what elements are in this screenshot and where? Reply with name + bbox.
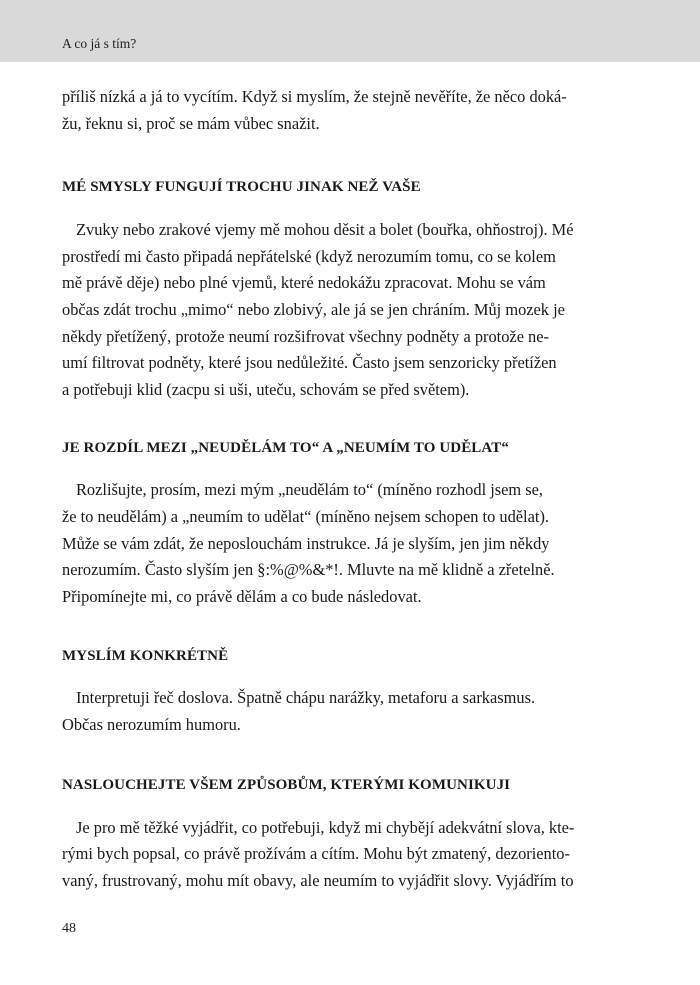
running-header-title: A co já s tím? [62, 36, 137, 51]
page-body [62, 84, 635, 894]
section-heading-communication: NASLOUCHEJTE VŠEM ZPŮSOBŮM, KTERÝMI KOMUNIKUJI [62, 776, 511, 793]
paragraph-senses: Zvuky nebo zrakové vjemy mě mohou děsit a bolet (bouřka, ohňostroj). Mé prostředí mi často připadá nepřátelské (když nerozumím tomu, co se kolem mě právě děje) nebo plné vjemů, které nedokážu zpracovat. Mohu se vám občas zdát trochu „mimo“ nebo zlobivý, ale já se jen chráním. Můj mozek je někdy přetížený, protože neumí rozšifrovat všechny podněty a protože ne- umí filtrovat podněty, které jsou nedůležité. Často jsem senzoricky přetížen a potřebuji klid (zacpu si uši, uteču, schovám se před světem). [62, 220, 574, 399]
paragraph-continued: příliš nízká a já to vycítím. Když si myslím, že stejně nevěříte, že něco doká- žu, řeknu si, proč se mám vůbec snažit. [62, 87, 567, 133]
section-heading-concrete: MYSLÍM KONKRÉTNĚ [62, 648, 229, 665]
running-header-bar [0, 0, 700, 62]
section-heading-wont-cant: JE ROZDÍL MEZI „NEUDĚLÁM TO“ A „NEUMÍM TO UDĚLAT“ [62, 440, 509, 457]
section-heading-senses: MÉ SMYSLY FUNGUJÍ TROCHU JINAK NEŽ VAŠE [62, 179, 421, 196]
paragraph-communication: Je pro mě těžké vyjádřit, co potřebuji, když mi chybějí adekvátní slova, kte- rými bych popsal, co právě prožívám a cítím. Mohu být zmatený, dezoriento- vaný, frustrovaný, mohu mít obavy, ale neumím to vyjádřit slovy. Vyjádřím to [62, 817, 575, 890]
paragraph-concrete: Interpretuji řeč doslova. Špatně chápu narážky, metaforu a sarkasmus. Občas nerozumím humoru. [62, 688, 536, 734]
page-number: 48 [62, 921, 76, 936]
paragraph-wont-cant: Rozlišujte, prosím, mezi mým „neudělám to“ (míněno rozhodl jsem se, že to neudělám) a „neumím to udělat“ (míněno nejsem schopen to udělat). Může se vám zdát, že neposlouchám instrukce. Já je slyším, jen jim někdy nerozumím. Často slyším jen §:%@%&*!. Mluvte na mě klidně a zřetelně. Připomínejte mi, co právě dělám a co bude následovat. [62, 480, 555, 606]
